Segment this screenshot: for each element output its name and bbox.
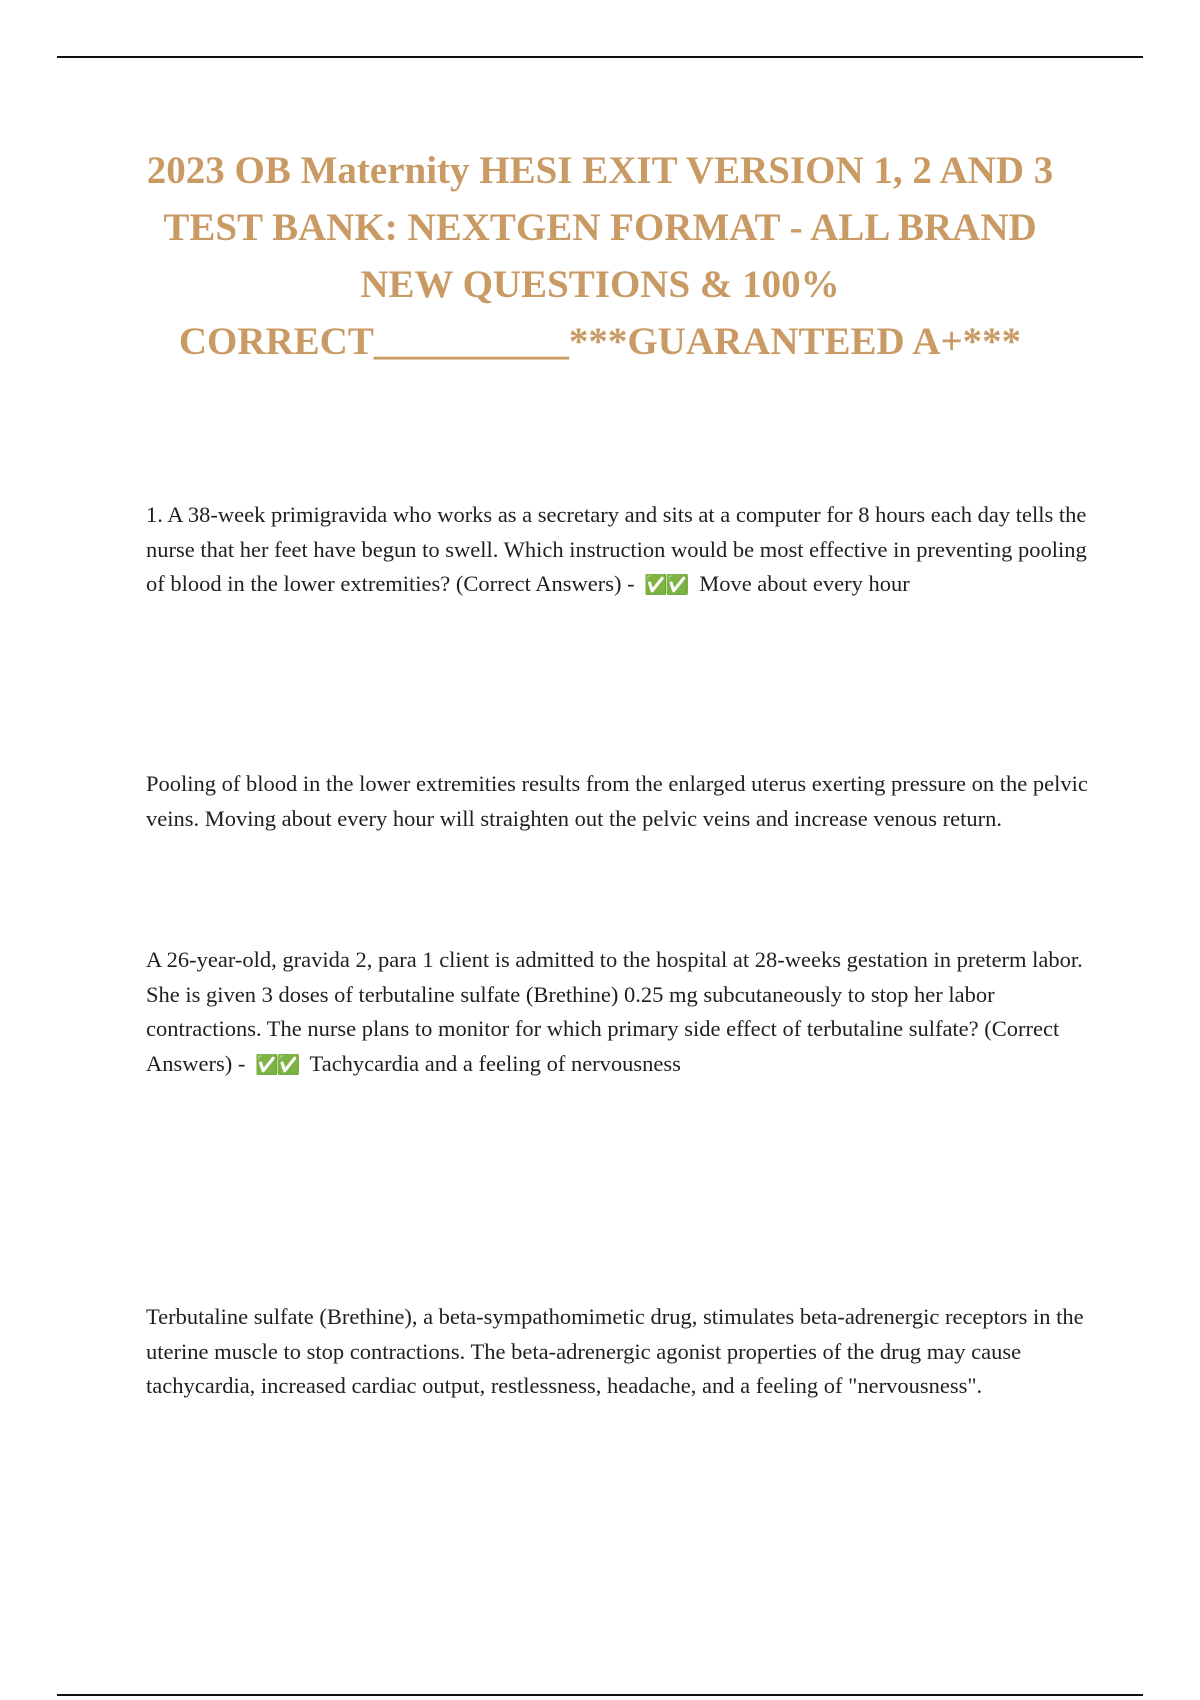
double-check-icon: ✅✅	[644, 574, 688, 596]
title-line-4: CORRECT__________***GUARANTEED A+***	[178, 320, 1022, 363]
rationale-2: Terbutaline sulfate (Brethine), a beta-sympathomimetic drug, stimulates beta-adrenergic receptors in the uterine muscle to stop contractions. The beta-adrenergic agonist properties of the drug may cause tachycardia, increased cardiac output, restlessness, headache, and a feeling of "nervousness".	[146, 1304, 1084, 1398]
double-check-icon: ✅✅	[254, 1053, 299, 1076]
question-2-answer: Tachycardia and a feeling of nervousness	[309, 1050, 681, 1076]
question-1	[146, 498, 1096, 603]
bottom-rule	[57, 1694, 1143, 1696]
question-1-answer: Move about every hour	[699, 571, 910, 596]
question-2	[146, 943, 1096, 1082]
question-2-text: A 26-year-old, gravida 2, para 1 client is admitted to the hospital at 28-weeks gestation in preterm labor. She is given 3 doses of terbutaline sulfate (Brethine) 0.25 mg subcutaneously to stop her labor contractions. The nurse plans to monitor for which primary side effect of terbutaline sulfate? (Correct Answers) -	[146, 947, 1083, 1076]
rationale-1: Pooling of blood in the lower extremities results from the enlarged uterus exerting pressure on the pelvic veins. Moving about every hour will straighten out the pelvic veins and increase venous return.	[146, 771, 1088, 831]
document-title	[120, 142, 1080, 370]
title-line-1: 2023 OB Maternity HESI EXIT VERSION 1, 2 AND 3	[146, 149, 1054, 192]
top-rule	[57, 56, 1143, 58]
title-line-2: TEST BANK: NEXTGEN FORMAT - ALL BRAND	[163, 206, 1037, 249]
question-1-text: 1. A 38-week primigravida who works as a secretary and sits at a computer for 8 hours each day tells the nurse that her feet have begun to swell. Which instruction would be most effective in preventing pooling of blood in the lower extremities? (Correct Answers) -	[146, 502, 1087, 596]
title-line-3: NEW QUESTIONS & 100%	[360, 263, 840, 306]
